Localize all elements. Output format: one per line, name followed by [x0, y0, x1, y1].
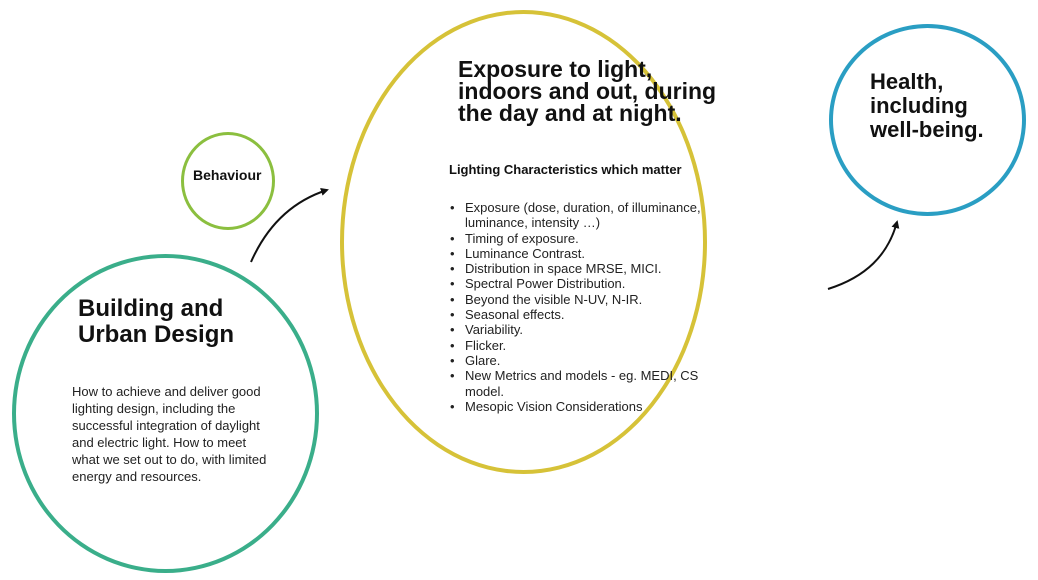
list-item: • Beyond the visible N-UV, N-IR.: [449, 292, 729, 307]
lighting-characteristics-list: [449, 200, 729, 414]
building-urban-design-description: How to achieve and deliver good lighting design, including the successful integration of daylight and electric light. How to meet what we set out to do, with limited energy and resources.: [72, 384, 267, 484]
list-item: • Mesopic Vision Considerations: [449, 399, 729, 414]
arrow-building-to-exposure: [251, 190, 327, 262]
health-title: Health, including well-being.: [870, 69, 984, 142]
list-item: • Variability.: [449, 322, 729, 337]
list-item: • Seasonal effects.: [449, 307, 729, 322]
list-item: • New Metrics and models - eg. MEDI, CS model.: [449, 368, 729, 399]
arrow-exposure-to-health: [828, 222, 897, 289]
list-item: • Flicker.: [449, 338, 729, 353]
list-item: • Exposure (dose, duration, of illuminance, luminance, intensity …): [449, 200, 729, 231]
behaviour-label: Behaviour: [193, 167, 262, 183]
exposure-title: Exposure to light, indoors and out, during the day and at night.: [458, 56, 717, 126]
list-item: • Distribution in space MRSE, MICI.: [449, 261, 729, 276]
lighting-characteristics-subtitle: Lighting Characteristics which matter: [449, 162, 682, 177]
list-item: • Glare.: [449, 353, 729, 368]
building-urban-design-title: Building and Urban Design: [78, 295, 235, 348]
list-item: • Timing of exposure.: [449, 231, 729, 246]
list-item: • Luminance Contrast.: [449, 246, 729, 261]
list-item: • Spectral Power Distribution.: [449, 276, 729, 291]
